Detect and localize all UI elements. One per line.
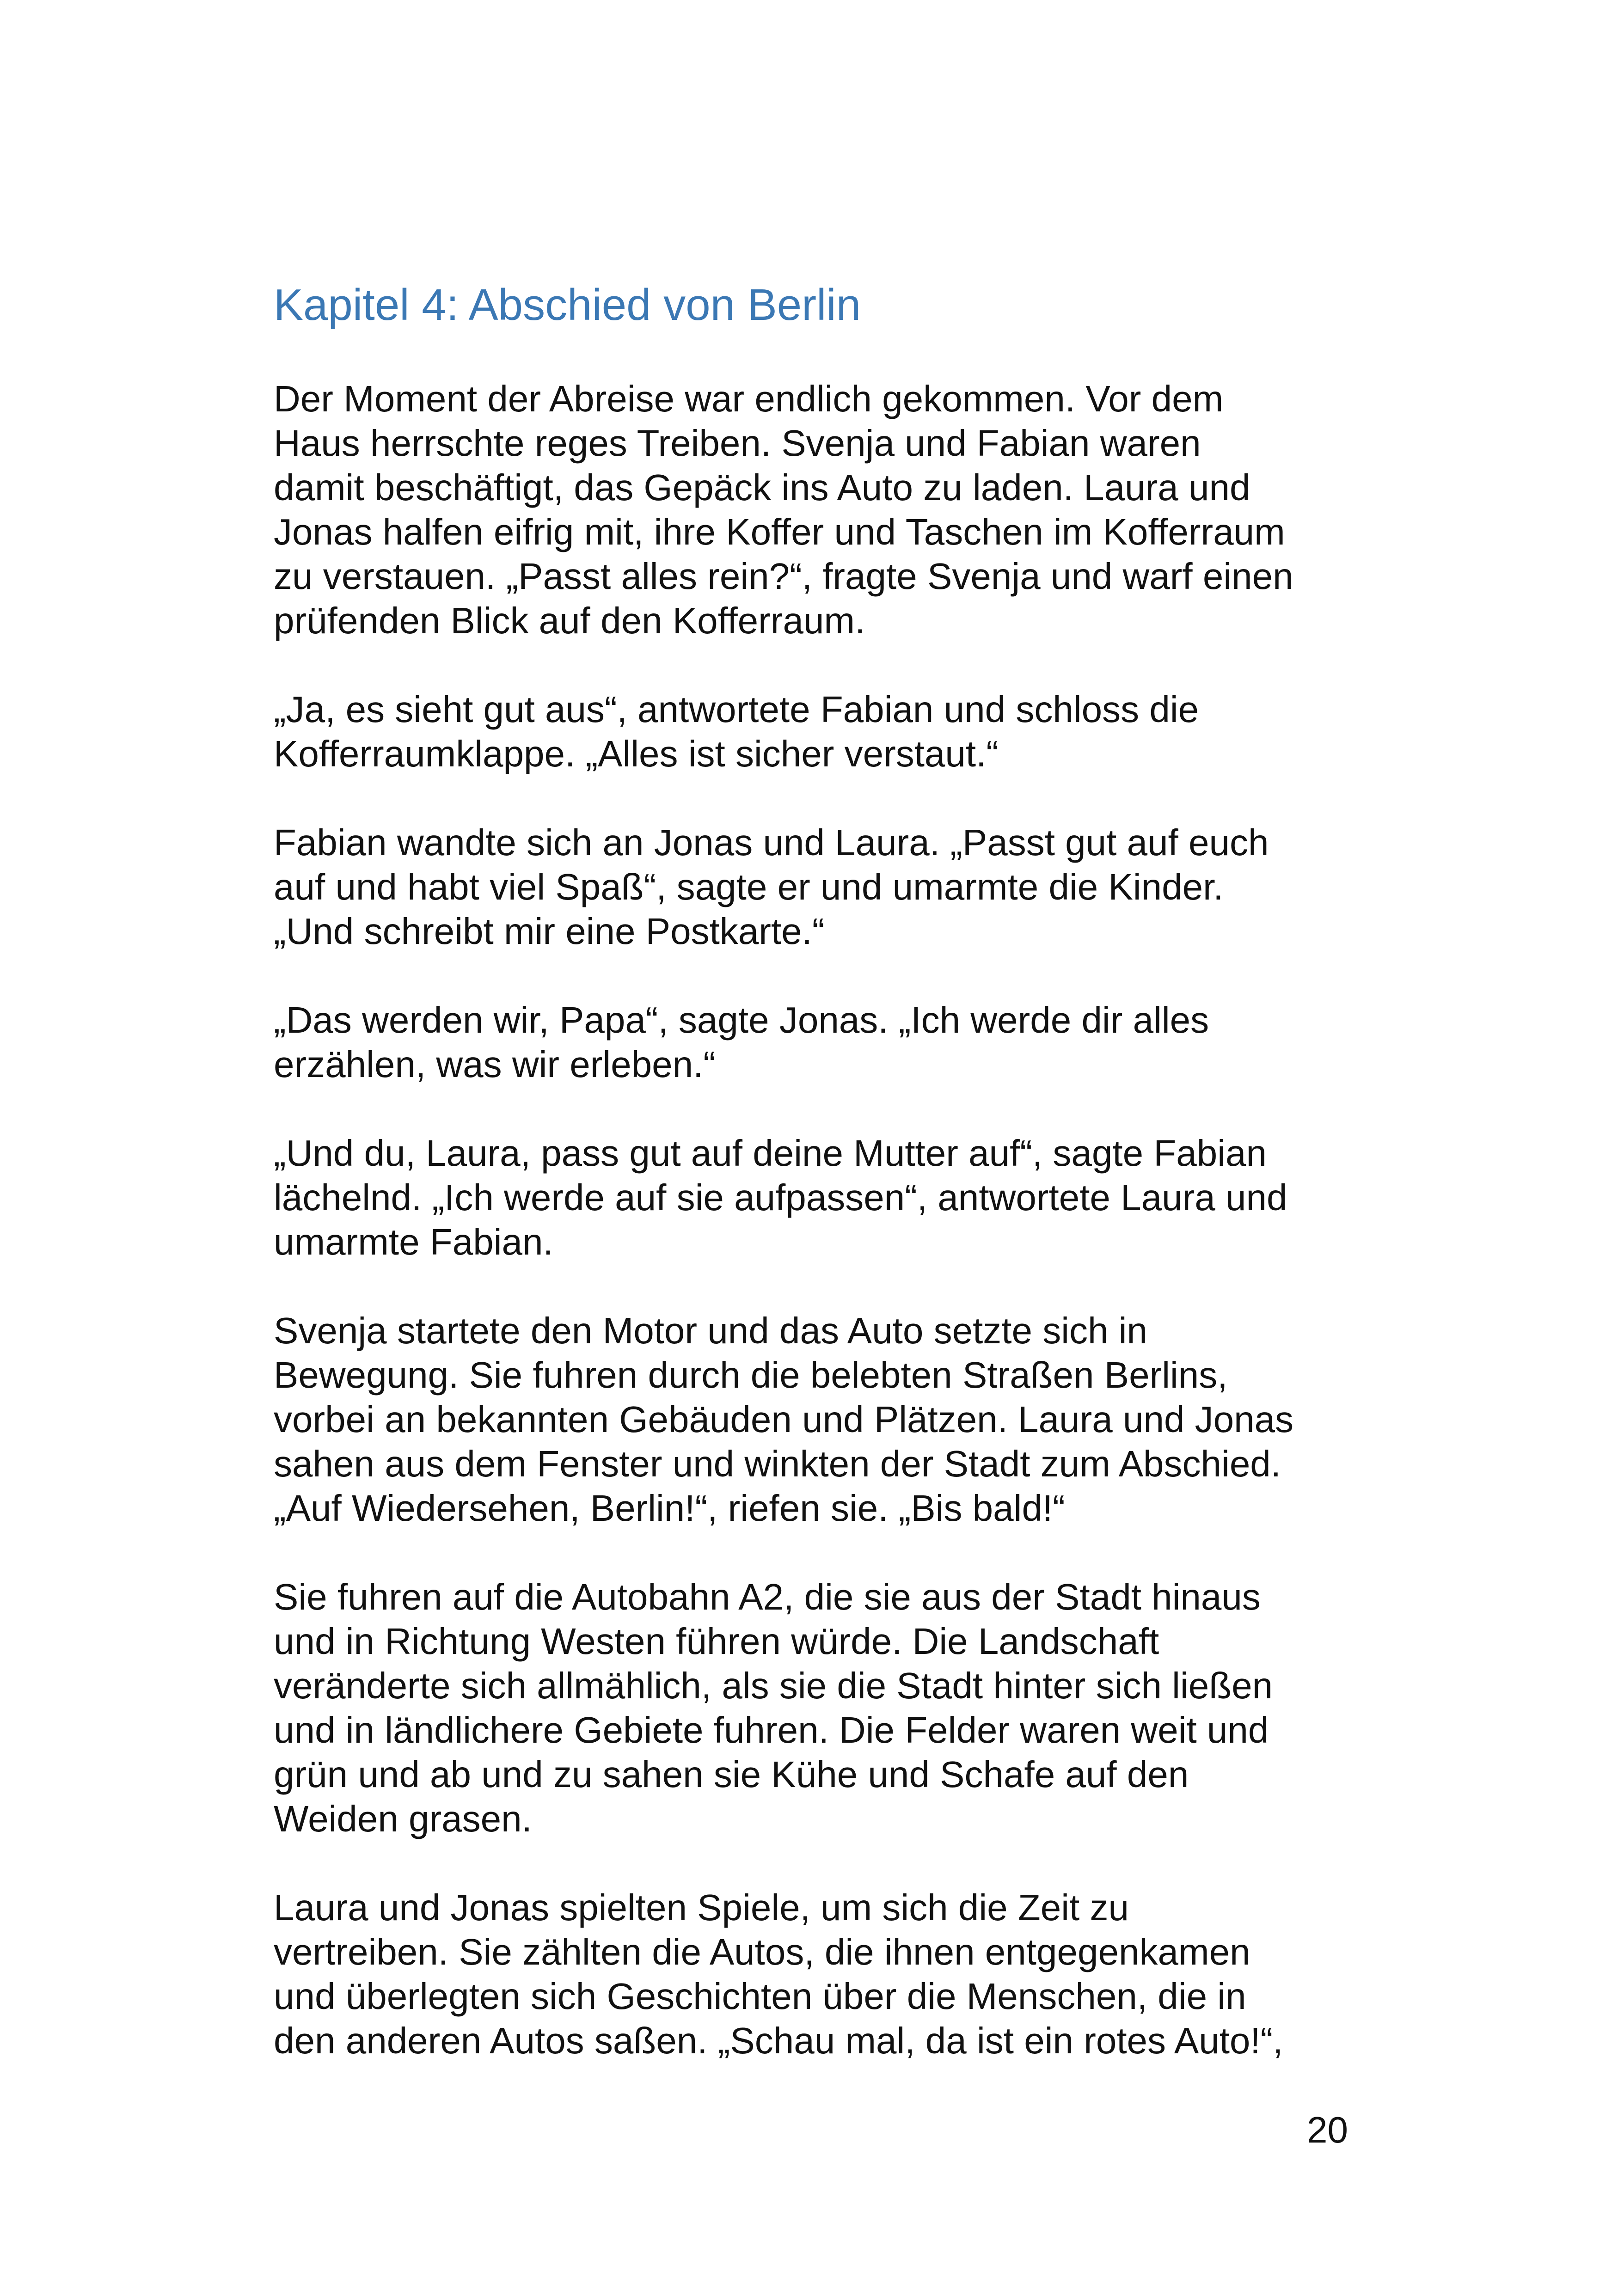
text-line: veränderte sich allmählich, als sie die Stadt hinter sich ließen	[274, 1665, 1273, 1706]
body-paragraph	[274, 1575, 1355, 1841]
body-paragraph	[274, 687, 1355, 776]
text-line: den anderen Autos saßen. „Schau mal, da ist ein rotes Auto!“,	[274, 2020, 1283, 2061]
text-line: vertreiben. Sie zählten die Autos, die ihnen entgegenkamen	[274, 1931, 1250, 1972]
text-line: Laura und Jonas spielten Spiele, um sich die Zeit zu	[274, 1887, 1129, 1928]
chapter-title: Kapitel 4: Abschied von Berlin	[274, 280, 861, 330]
text-line: umarmte Fabian.	[274, 1221, 553, 1262]
text-line: und in ländlichere Gebiete fuhren. Die Felder waren weit und	[274, 1709, 1269, 1751]
text-line: „Und schreibt mir eine Postkarte.“	[274, 911, 825, 952]
text-line: lächelnd. „Ich werde auf sie aufpassen“, antwortete Laura und	[274, 1177, 1287, 1218]
text-line: Kofferraumklappe. „Alles ist sicher verstaut.“	[274, 733, 999, 774]
text-line: Der Moment der Abreise war endlich gekommen. Vor dem	[274, 378, 1224, 419]
text-line: und in Richtung Westen führen würde. Die Landschaft	[274, 1621, 1159, 1662]
text-line: Haus herrschte reges Treiben. Svenja und Fabian waren	[274, 422, 1201, 464]
text-line: zu verstauen. „Passt alles rein?“, fragte Svenja und warf einen	[274, 556, 1293, 597]
text-line: „Und du, Laura, pass gut auf deine Mutter auf“, sagte Fabian	[274, 1133, 1267, 1174]
body-paragraph	[274, 1309, 1355, 1531]
text-line: „Auf Wiedersehen, Berlin!“, riefen sie. „Bis bald!“	[274, 1488, 1065, 1529]
body-paragraph	[274, 1886, 1355, 2063]
text-line: „Ja, es sieht gut aus“, antwortete Fabian und schloss die	[274, 689, 1199, 730]
body-paragraph	[274, 377, 1355, 643]
text-line: Bewegung. Sie fuhren durch die belebten Straßen Berlins,	[274, 1354, 1228, 1396]
body-paragraph	[274, 998, 1355, 1087]
text-line: damit beschäftigt, das Gepäck ins Auto zu laden. Laura und	[274, 467, 1250, 508]
page-number: 20	[1307, 2109, 1348, 2150]
text-line: und überlegten sich Geschichten über die Menschen, die in	[274, 1976, 1246, 2017]
text-line: Fabian wandte sich an Jonas und Laura. „Passt gut auf euch	[274, 822, 1269, 863]
text-line: auf und habt viel Spaß“, sagte er und umarmte die Kinder.	[274, 866, 1224, 907]
text-line: sahen aus dem Fenster und winkten der Stadt zum Abschied.	[274, 1443, 1281, 1484]
text-line: „Das werden wir, Papa“, sagte Jonas. „Ich werde dir alles	[274, 999, 1209, 1041]
chapter-body	[274, 377, 1355, 2107]
text-line: Svenja startete den Motor und das Auto setzte sich in	[274, 1310, 1147, 1351]
body-paragraph	[274, 820, 1355, 954]
text-line: prüfenden Blick auf den Kofferraum.	[274, 600, 865, 641]
text-line: Weiden grasen.	[274, 1798, 532, 1839]
text-line: Jonas halfen eifrig mit, ihre Koffer und Taschen im Kofferraum	[274, 511, 1285, 552]
text-line: grün und ab und zu sahen sie Kühe und Schafe auf den	[274, 1754, 1189, 1795]
text-line: vorbei an bekannten Gebäuden und Plätzen. Laura und Jonas	[274, 1399, 1294, 1440]
body-paragraph	[274, 1131, 1355, 1264]
text-line: Sie fuhren auf die Autobahn A2, die sie aus der Stadt hinaus	[274, 1576, 1261, 1617]
text-line: erzählen, was wir erleben.“	[274, 1044, 716, 1085]
